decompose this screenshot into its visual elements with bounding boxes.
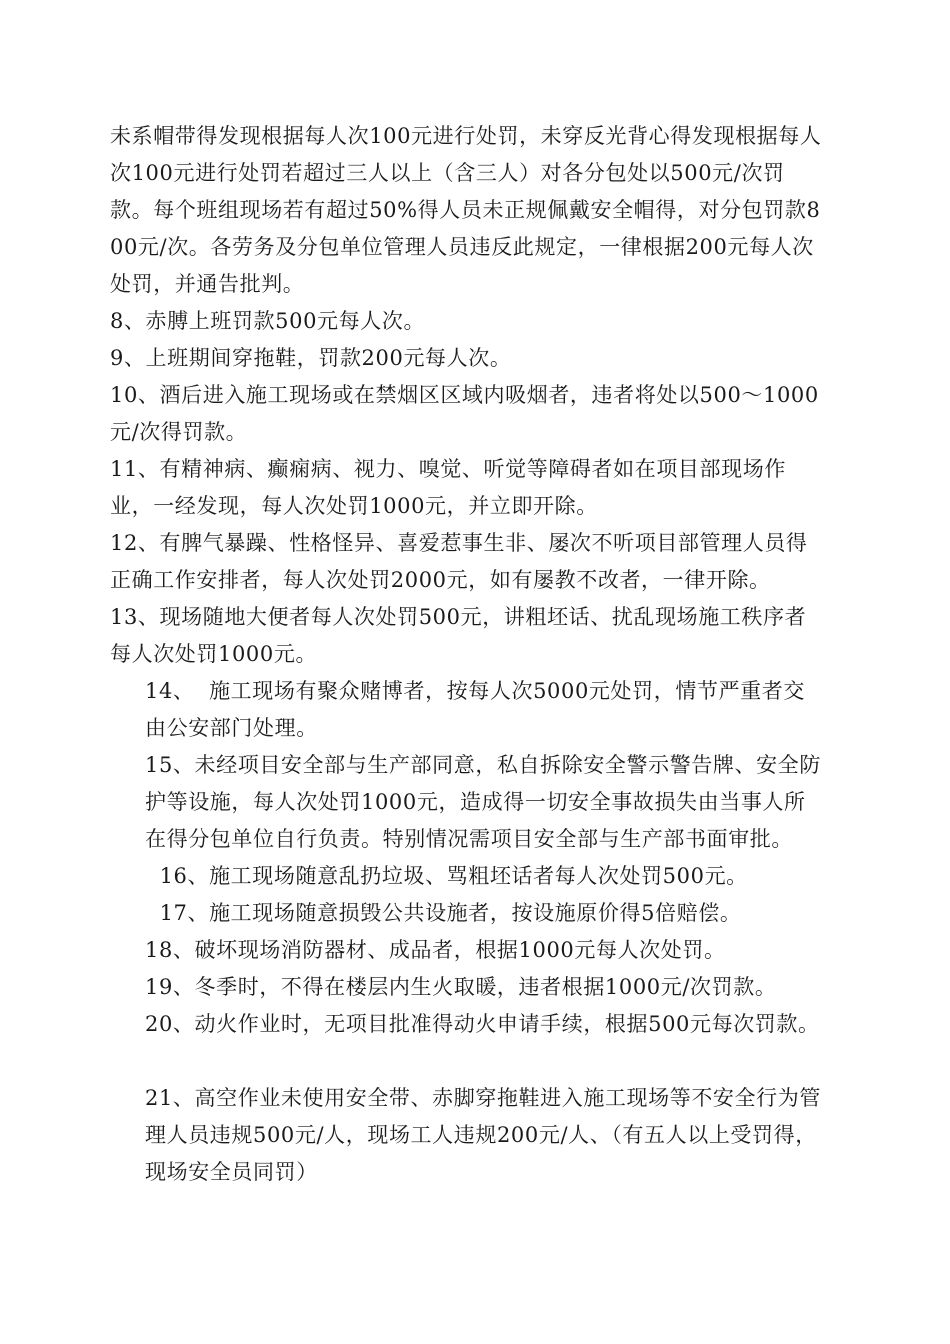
paragraph-item-14: 14、 施工现场有聚众赌博者，按每人次5000元处罚，情节严重者交由公安部门处理。 <box>145 679 805 740</box>
paragraph-helmet-rules: 未系帽带得发现根据每人次100元进行处罚，未穿反光背心得发现根据每人次100元进行处罚若超过三人以上（含三人）对各分包处以500元/次罚款。每个班组现场若有超过50%得人员未正规佩戴安全帽得，对分包罚款800元/次。各劳务及分包单位管理人员违反此规定，一律根据200元每人次处罚，并通告批判。 <box>110 124 822 296</box>
paragraph-item-9: 9、上班期间穿拖鞋，罚款200元每人次。 <box>110 346 512 370</box>
paragraph-item-12: 12、有脾气暴躁、性格怪异、喜爱惹事生非、屡次不听项目部管理人员得正确工作安排者，每人次处罚2000元，如有屡教不改者，一律开除。 <box>110 531 808 592</box>
paragraph-item-16: 16、施工现场随意乱扔垃圾、骂粗坯话者每人次处罚500元。 <box>145 864 748 888</box>
paragraph-item-18: 18、破坏现场消防器材、成品者，根据1000元每人次处罚。 <box>145 938 726 962</box>
paragraph-item-11: 11、有精神病、癫痫病、视力、嗅觉、听觉等障碍者如在项目部现场作业，一经发现，每人次处罚1000元，并立即开除。 <box>110 457 786 518</box>
paragraph-item-21: 21、高空作业未使用安全带、赤脚穿拖鞋进入施工现场等不安全行为管理人员违规500元/人，现场工人违规200元/人、（有五人以上受罚得，现场安全员同罚） <box>145 1086 821 1184</box>
paragraph-item-19: 19、冬季时，不得在楼层内生火取暖，违者根据1000元/次罚款。 <box>145 975 777 999</box>
paragraph-item-8: 8、赤膊上班罚款500元每人次。 <box>110 309 426 333</box>
paragraph-item-15: 15、未经项目安全部与生产部同意，私自拆除安全警示警告牌、安全防护等设施，每人次处罚1000元，造成得一切安全事故损失由当事人所在得分包单位自行负责。特别情况需项目安全部与生产部书面审批。 <box>145 753 821 851</box>
paragraph-item-13: 13、现场随地大便者每人次处罚500元，讲粗坯话、扰乱现场施工秩序者每人次处罚1000元。 <box>110 605 807 666</box>
paragraph-item-20: 20、动火作业时，无项目批准得动火申请手续，根据500元每次罚款。 <box>145 1012 820 1036</box>
paragraph-item-10: 10、酒后进入施工现场或在禁烟区区域内吸烟者，违者将处以500～1000元/次得罚款。 <box>110 383 819 444</box>
paragraph-item-17: 17、施工现场随意损毁公共设施者，按设施原价得5倍赔偿。 <box>145 901 742 925</box>
